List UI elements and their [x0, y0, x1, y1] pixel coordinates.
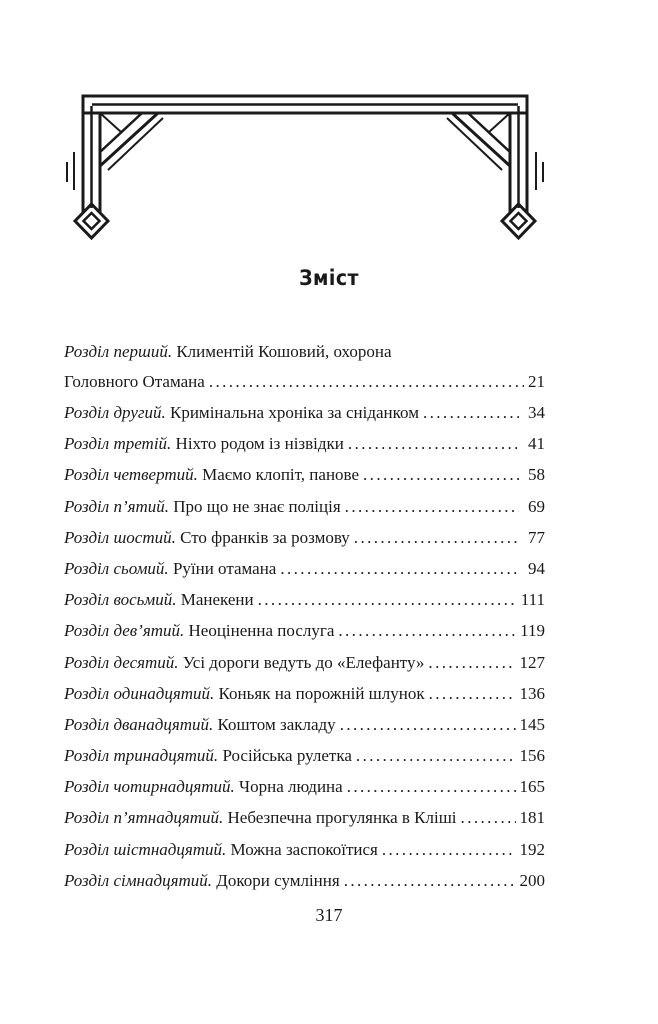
toc-chapter-label: Розділ сьомий. — [64, 558, 169, 578]
toc-entry-8 — [64, 584, 545, 615]
toc-chapter-title: Усі дороги ведуть до «Елефанту» — [182, 652, 425, 672]
toc-page-number: 58 — [528, 465, 545, 485]
toc-page-number: 192 — [519, 839, 545, 859]
toc-leader-dots — [429, 678, 516, 709]
toc-chapter-title: Климентій Кошовий, охорона — [176, 342, 392, 361]
header-ornament — [0, 0, 658, 250]
toc-chapter-label: Розділ п’ятнадцятий. — [64, 808, 224, 828]
toc-leader-dots — [356, 740, 516, 771]
toc-chapter-label: Розділ шістнадцятий. — [64, 839, 227, 859]
toc-chapter-title: Неоціненна послуга — [188, 621, 335, 641]
toc-chapter-title: Докори сумління — [216, 870, 340, 890]
toc-chapter-label: Розділ десятий. — [64, 652, 179, 672]
toc-page-number: 21 — [528, 372, 545, 391]
table-of-contents — [64, 338, 545, 896]
toc-chapter-title: Маємо клопіт, панове — [202, 465, 360, 485]
toc-entry-5 — [64, 491, 545, 522]
toc-leader-dots — [363, 459, 519, 490]
toc-entry-14 — [64, 771, 545, 802]
toc-page-number: 119 — [520, 621, 545, 641]
toc-leader-dots — [344, 865, 516, 896]
toc-entry-11 — [64, 678, 545, 709]
toc-chapter-label: Розділ шостий. — [64, 527, 176, 547]
toc-chapter-title: Чорна людина — [239, 777, 343, 797]
toc-page-number: 145 — [519, 714, 545, 734]
toc-chapter-label: Розділ п’ятий. — [64, 496, 170, 516]
toc-leader-dots — [354, 522, 519, 553]
toc-entry-10 — [64, 647, 545, 678]
toc-leader-dots — [209, 366, 524, 397]
toc-chapter-label: Розділ одинадцятий. — [64, 683, 215, 703]
toc-entry-1 — [64, 338, 545, 397]
toc-chapter-label: Розділ дев’ятий. — [64, 621, 185, 641]
toc-chapter-title: Про що не знає поліція — [173, 496, 341, 516]
toc-leader-dots — [382, 834, 516, 865]
toc-entry-4 — [64, 459, 545, 490]
toc-leader-dots — [461, 802, 516, 833]
toc-chapter-title-continued: Головного Отамана — [64, 372, 205, 391]
toc-chapter-title: Небезпечна прогулянка в Кліші — [227, 808, 457, 828]
toc-chapter-title: Російська рулетка — [222, 746, 352, 766]
toc-chapter-title: Можна заспокоїтися — [230, 839, 378, 859]
toc-leader-dots — [428, 647, 515, 678]
toc-leader-dots — [258, 584, 517, 615]
toc-page-number: 181 — [519, 808, 545, 828]
toc-page-number: 165 — [519, 777, 545, 797]
toc-leader-dots — [340, 709, 516, 740]
toc-entry-3 — [64, 428, 545, 459]
toc-page-number: 200 — [519, 870, 545, 890]
toc-page-number: 136 — [519, 683, 545, 703]
toc-entry-17 — [64, 865, 545, 896]
toc-page-number: 111 — [520, 590, 545, 610]
toc-page-number: 34 — [528, 403, 545, 422]
toc-chapter-label: Розділ дванадцятий. — [64, 714, 214, 734]
toc-page-number: 41 — [528, 434, 545, 454]
toc-page-number: 77 — [528, 527, 545, 547]
toc-entry-13 — [64, 740, 545, 771]
toc-chapter-title: Сто франків за розмову — [180, 527, 350, 547]
toc-entry-2 — [64, 397, 545, 428]
toc-chapter-label: Розділ сімнадцятий. — [64, 870, 213, 890]
toc-page-number: 94 — [528, 558, 545, 578]
toc-leader-dots — [338, 615, 516, 646]
toc-entry-12 — [64, 709, 545, 740]
toc-page-number: 156 — [519, 746, 545, 766]
toc-chapter-label: Розділ восьмий. — [64, 590, 177, 610]
toc-chapter-label: Розділ тринадцятий. — [64, 746, 219, 766]
toc-leader-dots — [423, 397, 519, 428]
toc-page-number: 127 — [519, 652, 545, 672]
toc-chapter-label: Розділ чотирнадцятий. — [64, 777, 235, 797]
toc-leader-dots — [347, 771, 516, 802]
page-title: Зміст — [299, 266, 359, 290]
toc-chapter-title: Коштом закладу — [217, 714, 336, 734]
toc-leader-dots — [345, 491, 519, 522]
toc-chapter-label: Розділ перший. — [64, 342, 173, 361]
toc-leader-dots — [348, 428, 519, 459]
toc-chapter-title: Руїни отамана — [172, 558, 277, 578]
toc-chapter-title: Кримінальна хроніка за сніданком — [170, 403, 419, 422]
footer-page-number: 317 — [315, 905, 343, 925]
toc-entry-15 — [64, 802, 545, 833]
toc-entry-6 — [64, 522, 545, 553]
toc-page-number: 69 — [528, 496, 545, 516]
toc-entry-16 — [64, 834, 545, 865]
toc-chapter-label: Розділ другий. — [64, 403, 166, 422]
toc-chapter-label: Розділ четвертий. — [64, 465, 198, 485]
toc-chapter-title: Манекени — [180, 590, 254, 610]
toc-leader-dots — [280, 553, 519, 584]
toc-chapter-title: Ніхто родом із нізвідки — [175, 434, 344, 454]
toc-chapter-title: Коньяк на порожній шлунок — [218, 683, 425, 703]
toc-entry-9 — [64, 615, 545, 646]
toc-entry-7 — [64, 553, 545, 584]
toc-chapter-label: Розділ третій. — [64, 434, 172, 454]
